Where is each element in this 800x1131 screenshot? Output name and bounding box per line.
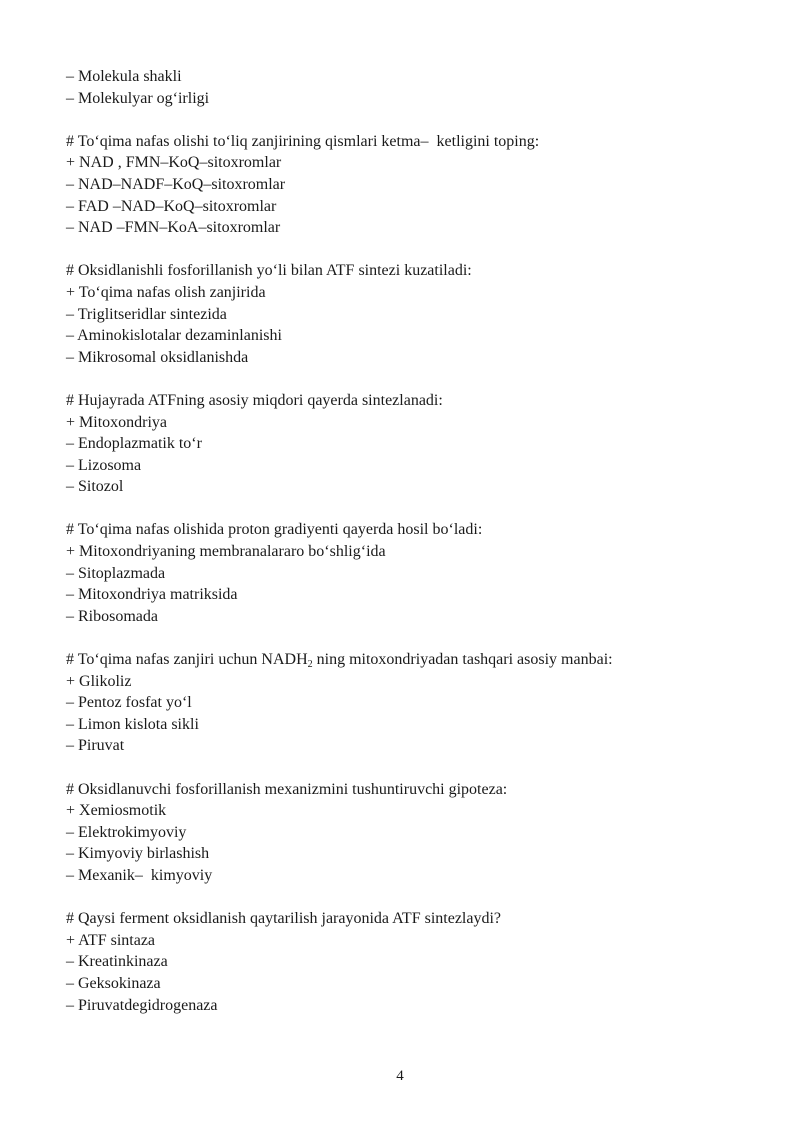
answer-option: – Sitozol bbox=[66, 478, 124, 496]
answer-option: – Elektrokimyoviy bbox=[66, 823, 187, 841]
question-block bbox=[66, 649, 756, 757]
question-text: # Hujayrada ATFning asosiy miqdori qayerda sintezlanadi: bbox=[66, 391, 443, 409]
question-block bbox=[66, 519, 756, 627]
question-text bbox=[66, 649, 756, 671]
answer-option: – Triglitseridlar sintezida bbox=[66, 305, 227, 323]
answer-option: – Endoplazmatik to‘r bbox=[66, 435, 202, 453]
answer-option: – Piruvat bbox=[66, 737, 125, 755]
answer-option: – Mexanik– kimyoviy bbox=[66, 866, 213, 884]
answer-option: – Molekula shakli bbox=[66, 68, 182, 85]
answer-option: + Glikoliz bbox=[66, 672, 132, 690]
question-block bbox=[66, 260, 756, 368]
question-block bbox=[66, 779, 756, 887]
page-number: 4 bbox=[396, 1068, 404, 1084]
answer-option: – Molekulyar og‘irligi bbox=[66, 89, 210, 107]
answer-option: – Kreatinkinaza bbox=[66, 953, 168, 971]
answer-option: – NAD –FMN–KoA–sitoxromlar bbox=[66, 219, 281, 237]
question-text: # To‘qima nafas olishida proton gradiyenti qayerda hosil bo‘ladi: bbox=[66, 521, 483, 539]
answer-option: – Kimyoviy birlashish bbox=[66, 845, 210, 863]
answer-option: + NAD , FMN–KoQ–sitoxromlar bbox=[66, 154, 282, 172]
question-block bbox=[66, 390, 756, 498]
answer-option: + ATF sintaza bbox=[66, 931, 156, 949]
answer-option: + Mitoxondriyaning membranalararo bo‘shlig‘ida bbox=[66, 543, 386, 561]
question-text: # To‘qima nafas olishi to‘liq zanjirining qismlari ketma– ketligini toping: bbox=[66, 132, 540, 150]
answer-option: – Piruvatdegidrogenaza bbox=[66, 996, 218, 1014]
answer-option: – Mitoxondriya matriksida bbox=[66, 586, 238, 604]
answer-option: – Ribosomada bbox=[66, 607, 158, 625]
answer-block-continued bbox=[66, 66, 756, 109]
subscript: 2 bbox=[307, 659, 313, 671]
answer-option: – FAD –NAD–KoQ–sitoxromlar bbox=[66, 197, 277, 215]
answer-option: + Xemiosmotik bbox=[66, 802, 167, 820]
answer-option: – Mikrosomal oksidlanishda bbox=[66, 348, 249, 366]
answer-option: – Geksokinaza bbox=[66, 974, 161, 992]
answer-option: – Sitoplazmada bbox=[66, 564, 166, 582]
answer-option: – Pentoz fosfat yo‘l bbox=[66, 694, 192, 712]
answer-option: – Limon kislota sikli bbox=[66, 715, 199, 733]
document-page bbox=[66, 66, 756, 1038]
question-text-start: # To‘qima nafas zanjiri uchun NADH bbox=[66, 651, 308, 669]
question-text: # Oksidlanuvchi fosforillanish mexanizmini tushuntiruvchi gipoteza: bbox=[66, 780, 508, 798]
answer-option: + To‘qima nafas olish zanjirida bbox=[66, 283, 266, 301]
question-block bbox=[66, 131, 756, 239]
question-text-end: ning mitoxondriyadan tashqari asosiy manbai: bbox=[312, 651, 613, 669]
answer-option: – NAD–NADF–KoQ–sitoxromlar bbox=[66, 175, 286, 193]
answer-option: – Lizosoma bbox=[66, 456, 142, 474]
question-text: # Oksidlanishli fosforillanish yo‘li bilan ATF sintezi kuzatiladi: bbox=[66, 262, 472, 280]
question-text: # Qaysi ferment oksidlanish qaytarilish jarayonida ATF sintezlaydi? bbox=[66, 910, 502, 928]
answer-option: + Mitoxondriya bbox=[66, 413, 168, 431]
answer-option: – Aminokislotalar dezaminlanishi bbox=[66, 327, 282, 345]
question-block bbox=[66, 908, 756, 1016]
